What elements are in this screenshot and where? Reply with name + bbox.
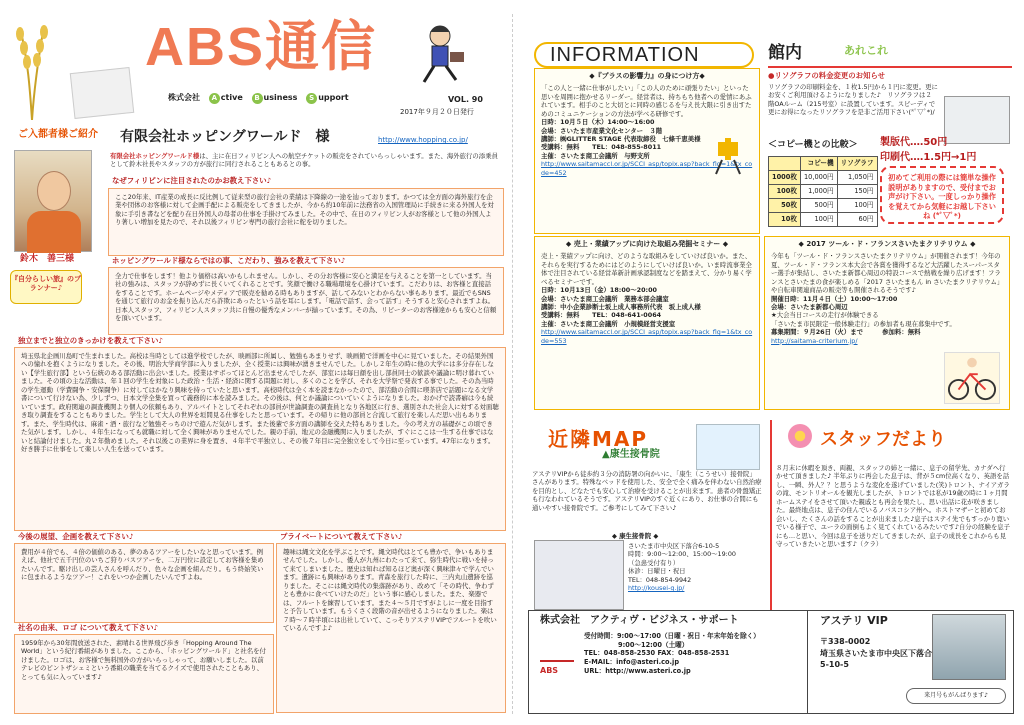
hours-saturday: 9:00～12:00（土曜） bbox=[618, 640, 689, 649]
president-name: 鈴木 善三様 bbox=[20, 254, 75, 264]
footer-tel: TEL：048-858-2530 FAX：048-858-2531 bbox=[584, 649, 730, 658]
q5-title: プライベートについて教えて下さい♪ bbox=[280, 532, 403, 541]
event-heading: ◆ 2017 ツール・ド・フランスさいたまクリテリウム ◆ bbox=[798, 240, 976, 248]
event-lecturer: 講師：中小企業診断士坂上成人事務所代表 坂上成人様 bbox=[541, 302, 701, 311]
table-header: リソグラフ bbox=[837, 157, 877, 171]
plate-price: 製版代‥‥50円 bbox=[880, 137, 948, 148]
table-row: 10枚 100円 60円 bbox=[769, 213, 878, 227]
event-fee: 受講料：無料 TEL：048-641-0064 bbox=[541, 311, 662, 320]
event-place: 会場：さいたま新都心周辺 bbox=[771, 302, 848, 311]
q6-title: 社名の由来、ロゴ について教えて下さい♪ bbox=[18, 623, 159, 632]
risograph-notice-body: リソグラフの印刷料金を、１枚1.5円から１円に変更。更にお安くご利用頂けるようになりました♪ リソグラフは２階OAルーム（215号室）に設置しています。スピーディで更にお得になったリソグラフを是非ご活用下さい(*ﾟ▽ﾟ*)/ bbox=[768, 83, 938, 117]
footer-url[interactable]: URL：http://www.asteri.co.jp bbox=[584, 666, 691, 675]
running-businessman-illustration bbox=[410, 22, 470, 88]
column-divider bbox=[770, 420, 772, 610]
clinic-address: さいたま市中央区下落合6-10-5 bbox=[628, 542, 720, 550]
q5-answer: 趣味は縄文文化を学ぶことです。縄文時代はとても豊かで、争いもありませんでした。しかし、倭人が九州にわたって来て、弥生時代に戦いを持って来てしまいました。歴史は知れば知るほど奥が深く興味津々で学んでいます。遺跡にも興味があります。青森を旅行した時に、三内丸山遺跡を巡りました。そこには縄文時代の集落跡があり、改めて「その時代、争わずとも豊かに食べていけたのだ」という事に感心しました。また、楽器では、フルートを練習しています。また４～５月ですがよしに一度を目指すと予告しています。もうくさく段階の音が出せるようになりました。楽は７時～７時半頃には出社していて、こっそりアステリVIPでフルートを吹いているんですよ♪ bbox=[276, 543, 506, 713]
address-line-2: 5-10-5 bbox=[820, 660, 849, 670]
building-photo bbox=[932, 614, 1006, 680]
q1-title: なぜフィリピンに注目されたのかお教え下さい♪ bbox=[112, 176, 272, 185]
information-heading: INFORMATION bbox=[534, 42, 754, 68]
q2-answer: 全力で仕事をします！他より価格は高いかもしれません。しかし、その分お客様に安心と満足を与えることを第一としています。当社の強みは、スタッフが辞めずに長くいてくれることです。笑顔で働ける職場環境を心掛けています。こだわりは、お客様と直接話をすることです。ホームページやメディアで販売を勧める時もありますが、話してみないとわからない事もあります。最近でもSNSを通じて旅行のお金を振り込んだら詐欺にあったという話を耳にします。「電話で話す、会って話す」そうすると安心されますよね。日本人スタッフ、フィリピン人スタッフ共に自慢の優秀なメンバーが揃っています。その為、リピーターのお客様達からも安心と信頼を頂いています。 bbox=[108, 267, 504, 335]
asteri-address bbox=[820, 636, 932, 671]
volume-number: VOL. 90 bbox=[448, 95, 483, 104]
event-note: ★大会当日コースの走行が体験できる bbox=[771, 311, 879, 320]
clinic-info bbox=[628, 542, 768, 593]
clinic-tel: TEL：048-854-9942 bbox=[628, 575, 692, 584]
asteri-vip-name: アステリ VIP bbox=[820, 614, 888, 627]
event-note: 「さいたま市民限定一般体験走行」の参加者も現在募集中です。 bbox=[771, 319, 956, 328]
neighborhood-map-heading: 近隣MAP bbox=[548, 427, 649, 451]
event-link[interactable]: http://saitama-criterium.jp/ bbox=[771, 336, 858, 345]
event-place: 会場：さいたま市産業文化センター ３階 bbox=[541, 126, 663, 135]
kannai-tag: あれこれ bbox=[844, 44, 888, 57]
clinic-map bbox=[534, 540, 624, 610]
q6-answer: 1959年から30年間放送された、素晴れる世界飛び歩き「Hopping Around The World」という紀行番組がありました。ここから、「ホッピングワールド」と社名を付けました。ロゴは、お客様で無料国外の方がいらっしゃって、お願いしました。以前テレビのピントザシェミという番組の職業を当てるクイズで使用されたこともあり、とっても気に入っています♪ bbox=[14, 634, 274, 714]
event-date: 開催日時：11月４日（土）10:00～17:00 bbox=[771, 294, 898, 303]
event-deadline: 募集期間：９月26日（火）まで 参加料：無料 bbox=[771, 328, 921, 337]
footer-company-name: 株式会社 アクティヴ・ビジネス・サポート bbox=[540, 615, 739, 626]
company-prefix: 株式会社 bbox=[168, 93, 200, 102]
print-price: 印刷代‥‥1.5円→1円 bbox=[880, 151, 977, 163]
plus-character-icon bbox=[708, 138, 748, 176]
hours-weekday: 9:00～17:00（日曜・祝日・年末年始を除く） bbox=[616, 632, 760, 640]
table-header bbox=[769, 157, 801, 171]
kannai-underline bbox=[768, 66, 1012, 68]
clinic-description: アステリVIPから徒歩約３分の消防署の向かいに、「康生（こうせい）接骨院」さんがあります。特殊なベッドを使用した、安全で全く痛みを伴わない自然治療を目的とし、どなたでも安心して治療を受けることが出来ます。患者の骨盤矯正も行なわれているそうです。アステリVIPのすぐ近くにあり、お仕事の合間にも通いやすい接骨院です。ご参考にしてみて下さい♪ bbox=[532, 470, 762, 512]
company-tagline bbox=[168, 93, 349, 104]
event-fee: 受講料：無料 TEL：048-855-8011 bbox=[541, 143, 662, 152]
president-caption: 『自分らしい旅』のプランナー♪ bbox=[10, 270, 82, 304]
intro-section-label: ご入都者様ご紹介 bbox=[18, 129, 98, 140]
company-word-business: usiness bbox=[263, 93, 298, 102]
staff-column-body: ８月末に休暇を頂き、両親、スタッフの姉と一緒に、息子の留学先、カナダへ行かせて頂きました♪ 半年ぶりに再会した息子は、背が５cm位高くなり、英語を話し、一瞬、外人？？と思うような変化を遂げていました(笑)トロント、ナイアガラの滝、モントリオールを観光しましたが、トロントでは私が19歳の時に１ヶ月間ホームステイをさせて頂いた親戚とも再会を果たし、思い出話に花が咲きました。最終地点は、息子の住んでいるノバスコシア州へ。ホストマザーと初めてお会いし、たくさんの話をすることが出来ました♪息子はステイ先でもすっかり寛いでいる様子で、ユーラの面倒もよく見てくれているみたいです♪自分の経験を息子にも…と思い、今回は息子を送りだしてきましたが、息子の成長をこれからも見守っていきたいと思います♪（クラ） bbox=[776, 464, 1011, 549]
table-header: コピー機 bbox=[800, 157, 837, 171]
risograph-notice-title: ●リソグラフの料金変更のお知らせ bbox=[768, 71, 886, 80]
flower-icon bbox=[788, 424, 812, 448]
staff-column-heading: スタッフだより bbox=[820, 429, 946, 450]
featured-company-name: 有限会社ホッピングワールド 様 bbox=[120, 129, 330, 145]
price-notes bbox=[880, 136, 976, 165]
event-body: 売上・業績アップに向け、どのような取組みをしていけば良いか。また、それらを実行するためにはどのようにしていけば良いか。いま時流事業全体で注目されている経営革新計画承認制度などを踏まえて、分かり易く学べるセミナーです。 bbox=[541, 252, 752, 286]
kannai-heading: 館内 bbox=[768, 43, 802, 63]
q4-title: 今後の展望、企画を教えて下さい♪ bbox=[18, 532, 134, 541]
intro-lead bbox=[110, 152, 502, 169]
next-issue-bubble: 来月号もがんばります♪ bbox=[906, 688, 1006, 704]
event-date: 日時：10月13日（金）18:00～20:00 bbox=[541, 286, 657, 295]
company-word-active: ctive bbox=[220, 93, 243, 102]
abs-logo: ABS bbox=[540, 660, 574, 688]
letter-b-badge: B bbox=[252, 93, 263, 104]
event-host: 主催：さいたま商工会議所 小規模経営支援室 bbox=[541, 319, 676, 328]
clinic-hours-note: （急患受付有り） bbox=[628, 558, 680, 567]
event-sales-seminar bbox=[534, 236, 760, 410]
footer-contact bbox=[584, 632, 804, 676]
president-photo bbox=[14, 150, 92, 252]
featured-company-url[interactable]: http://www.hopping.co.jp/ bbox=[378, 136, 468, 144]
event-heading: ◆ 売上・業績アップに向けた取組み発掘セミナー ◆ bbox=[565, 240, 729, 248]
q3-title: 独立までと独立のきっかけを教えて下さい♪ bbox=[18, 336, 164, 345]
intro-lead-company: 有限会社ホッピングワールド様 bbox=[110, 152, 200, 160]
clinic-name: ▲康生接骨院 bbox=[602, 449, 660, 460]
q3-answer: 埼玉県北企画川島町で生まれました。高校は当時としては進学校でしたが、映画部に所属し、勉強もあまりせず、映画館で洋画を中心に見ていました。その結果外国への憧れを抱くようになりました。その後、明治大学商学部に入りましたが、全く授業には興味が湧きませんでした。しかし２年生の時に他の大学には多分存在しない【学生旅行部】という伝統のある部活動に出会いました。授業はサボってほとんど出ませんでしたが、部室には毎日顔を出し部員同士の歓談や議論に明け暮れていました。その頃の主な活動は、年１回の学生を対象にした政治・生活・経済に関する問題に対し、多くのことを学び、それを大学祭で発表する事でした。その為当時の学生運動（学費闘争・安保闘争）に対してはかなり興味を持っていたと思います。高校時代は全く本を読まなかったので、部活動の合間に喫茶店で話題になる文学書について行けない為、少しずつ、日本文学全集を買って義務的に本を読みました。その後は、何とか議論についていくようになりました。おかげで読書癖は今も続いています。政府関連の調査機関より個人の依頼もあり、アルバイトとしてそれぞれの部員が世論調査の調査員となり各地区に行き、選別された社会人に対する対面聴き取り調査をすることもありました。学生として大人の世界を垣間見る仕事をしたと思っています。その帰りに他の部員と合流して旅行を楽しんだ思い出もあります。また、学生時代は、麻雀・酒・旅行など勉強そっちのけで遊んだ気がします。また後輩で多方面の講師を交えた特もありました。今の考え方の基礎がこの頃できた気がします。しかし、４年生になっても就職に対して全く興味がありませんでした。親の手前、地元の金融機関に入りましたが、すぐにここは一生する仕事ではないと結論付けました。丸２年勤めました。それ以後この業界に身を置き、４年半で平独立し、その後７年目に完全独立をして今日に至っています。47年になります。好き勝手に仕事をして楽しい人生を送っています。 bbox=[14, 347, 506, 531]
address-line-1: 埼玉県さいたま市中央区下落合 bbox=[820, 648, 932, 658]
intro-lead-text: は、主に在日フィリピン人への航空チケットの販売をされていらっしゃいます。また、海外旅行の添乗員として鈴木社長やスタッフの方が旅行に同行されることもあるとの事。 bbox=[110, 152, 498, 169]
event-heading: ◆『プラスの影響力』の身につけ方◆ bbox=[589, 72, 705, 80]
footer-email[interactable]: E-MAIL：info@asteri.co.jp bbox=[584, 658, 680, 667]
letter-a-badge: A bbox=[209, 93, 220, 104]
clinic-url[interactable]: http://kousei-g.jp/ bbox=[628, 584, 685, 593]
notepad-illustration bbox=[70, 67, 134, 119]
letter-s-badge: S bbox=[306, 93, 317, 104]
event-body: 今年も「ツール・ド・フランスさいたまクリテリウム」が開催されます！今年の夏、ツール・ド・フランス本大会で各賞を獲得するなど大活躍したスーパースター選手が集結し、さいたま新都心周辺の特設コースで熱戦を繰り広げます！フランスとさいたまの食が楽しめる「2017 さいたまもん in さいたまクリテリウム」や自転車関連商品の販売等も開催されるそうです♪ bbox=[771, 252, 1001, 295]
table-row: 50枚 500円 100円 bbox=[769, 199, 878, 213]
event-host: 主催：さいたま商工会議所 与野支所 bbox=[541, 151, 650, 160]
event-link[interactable]: http://www.saitamaccl.or.jp/SCCI_asp/topix.asp?back_flg=1&tx_code=452 bbox=[541, 160, 753, 177]
event-date: 日時：10月５日（木）14:00～16:00 bbox=[541, 118, 655, 127]
compare-label: ＜コピー機との比較＞ bbox=[768, 140, 858, 150]
clinic-hours: 時間：9:00～12:00、15:00～19:00 bbox=[628, 550, 736, 559]
event-lecturer: 講師：㈱GLITTER STAGE 代表取締役 七條千恵美様 bbox=[541, 134, 701, 143]
wheat-illustration bbox=[10, 20, 54, 120]
first-use-notice: 初めてご利用の際には簡単な操作説明がありますので、受付までお声がけ下さい。一度しっかり操作を覚えてから気軽にお越し下さいね (*ﾟ▽ﾟ*) bbox=[880, 166, 1004, 224]
table-row: 1000枚 10,000円 1,050円 bbox=[769, 171, 878, 185]
clinic-staff-photo bbox=[696, 424, 760, 470]
event-place: 会場：さいたま商工会議所 業務本部会議室 bbox=[541, 294, 669, 303]
clinic-info-heading: ◆ 康生接骨院 ◆ bbox=[612, 532, 659, 540]
event-body: 「この人と一緒に仕事がしたい」「この人のために頑張りたい」といった思いを周囲に抱かせるリーダー。経営者は、持ちもち他者への愛情にあふれています。相手のこと大切とに同時の感じるを与え長大限に引き出すためのコミュニケーションの方法が学べる研修です。 bbox=[541, 84, 752, 118]
issue-date: 2017年９月２０日発行 bbox=[400, 108, 474, 116]
table-row: 100枚 1,000円 150円 bbox=[769, 185, 878, 199]
company-word-support: upport bbox=[318, 93, 349, 102]
page-divider bbox=[512, 14, 513, 714]
price-comparison-table bbox=[768, 156, 878, 227]
q1-answer: ここ20年来、IT産業の成長に反比例して従来型の旅行会社の業績は下降線の一途を辿っております。かつては全方面の海外旅行を企業や団体のお客様に対して企画手配による販売をしてきましたが、今から約10年前に法務省の入国管理局に手続きに来る外国人を対象に手引き書などを配り在日外国人の母者の仕事を手掛けてみました。その中で、在日のフィリピン人がお客様として他の外国人より著しい増加を見たので、それ以後フィリピン専門の旅行会社に舵を切りました。 bbox=[108, 188, 504, 256]
q4-answer: 費用が４倍でも、４倍の価値のある、夢のあるツアーをしたいなと思っています。例えば、他社で五千円位のいちご狩りバスツアーを、二万円位に設定してお客様を集めたいんです。駆け出しの芸人さんを呼んだり、色々な企画を組んだり。もう終始笑いに包まれるようなツアー！これをいつか企画したいんですよね。 bbox=[14, 543, 274, 623]
newsletter-title: ABS通信 bbox=[145, 17, 378, 77]
q2-title: ホッピングワールド様ならではの事、こだわり、強みを教えて下さい♪ bbox=[112, 256, 346, 265]
clinic-holiday: 休診：日曜日・祝日 bbox=[628, 567, 686, 576]
zip-code: 〒338-0002 bbox=[820, 637, 871, 646]
hours-label: 受付時間： bbox=[584, 632, 617, 640]
event-link[interactable]: http://www.saitamaccl.or.jp/SCCI_asp/topix.asp?back_flg=1&tx_code=553 bbox=[541, 328, 753, 345]
cyclist-illustration bbox=[944, 352, 1000, 404]
